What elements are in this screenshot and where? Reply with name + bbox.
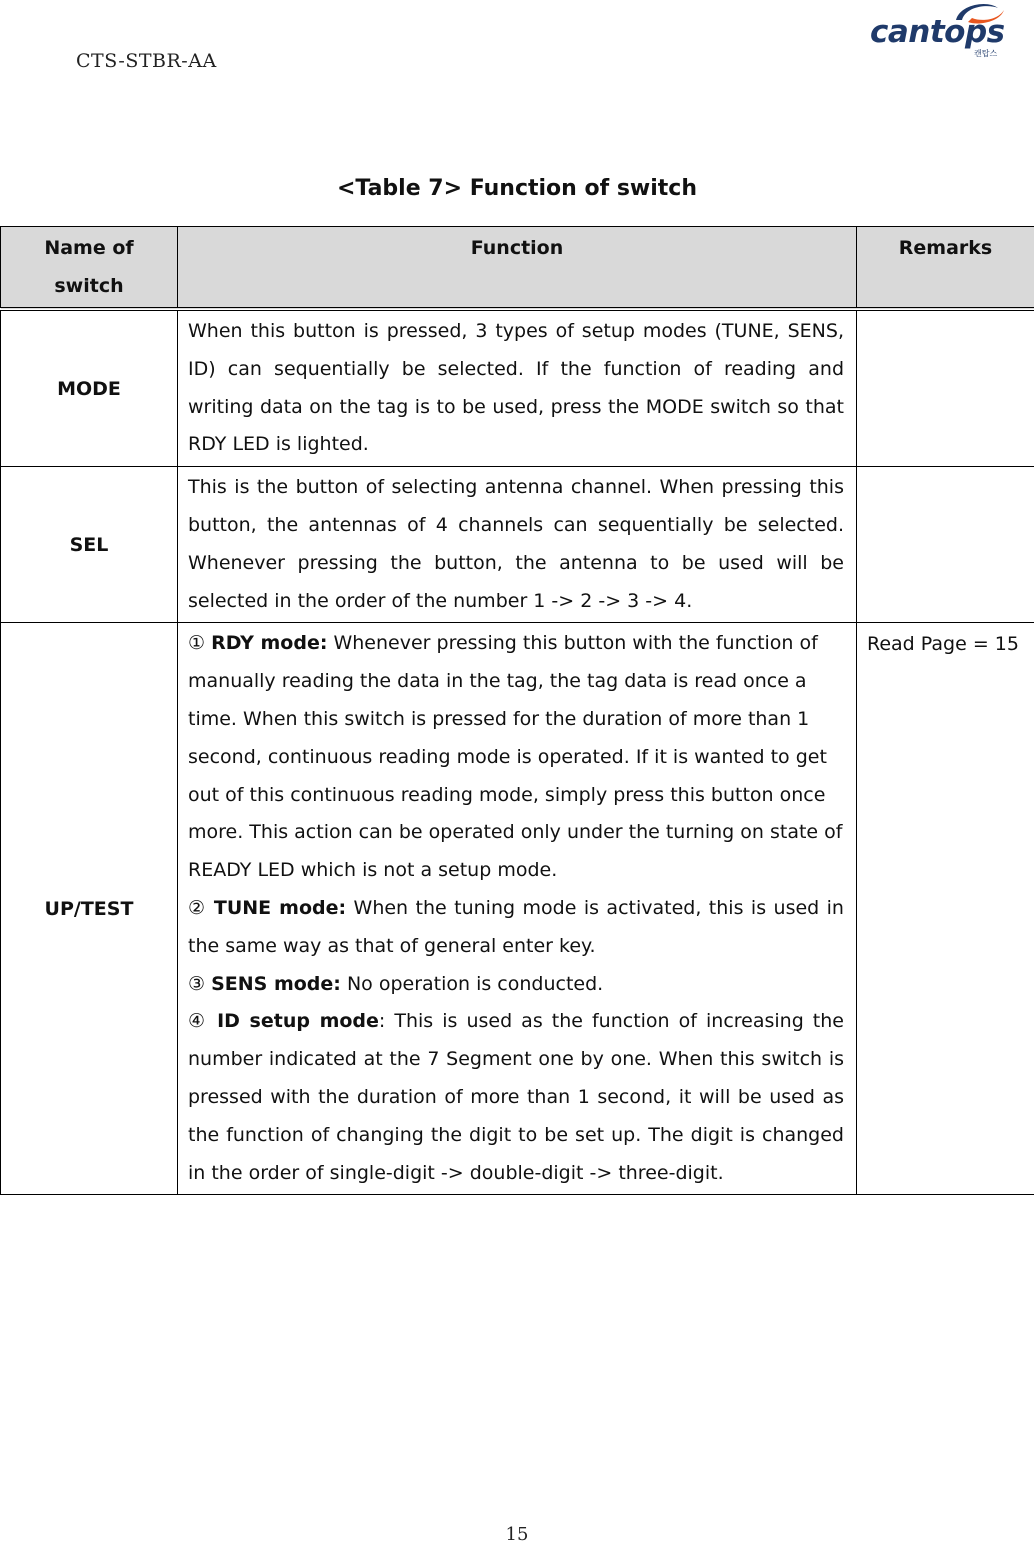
switch-name: MODE xyxy=(1,309,178,467)
cantops-logo xyxy=(870,0,1010,64)
item-number: ③ xyxy=(188,973,205,995)
header-remarks: Remarks xyxy=(857,227,1034,310)
item-number: ② xyxy=(188,897,206,919)
item-label: SENS mode: xyxy=(211,973,341,995)
table-row-sel xyxy=(1,467,1034,623)
table-row-up-test xyxy=(1,623,1034,1195)
table-header-row xyxy=(1,227,1034,310)
item-label: TUNE mode: xyxy=(214,897,346,919)
switch-function: When this button is pressed, 3 types of setup modes (TUNE, SENS, ID) can sequentially be selected. If the function of reading and writing data on the tag is to be used, press the MODE switch so that RDY LED is lighted. xyxy=(178,309,857,467)
switch-function: This is the button of selecting antenna channel. When pressing this button, the antennas of 4 channels can sequentially be selected. Whenever pressing the button, the antenna to be used will be selected in the order of the number 1 -> 2 -> 3 -> 4. xyxy=(178,467,857,623)
function-item-tune-mode xyxy=(188,890,844,966)
function-item-id-setup-mode xyxy=(188,1003,844,1192)
document-code: CTS-STBR-AA xyxy=(76,50,217,72)
item-text: : This is used as the function of increasing the number indicated at the 7 Segment one by one. When this switch is pressed with the duration of more than 1 second, it will be used as the function of changing the digit to be set up. The digit is changed in the order of single-digit -> double-digit -> three-digit. xyxy=(188,1010,844,1183)
switch-remarks xyxy=(857,467,1034,623)
switch-name: SEL xyxy=(1,467,178,623)
item-label: ID setup mode xyxy=(217,1010,379,1032)
switch-name: UP/TEST xyxy=(1,623,178,1195)
item-text: Whenever pressing this button with the function of manually reading the data in the tag, the tag data is read once a time. When this switch is pressed for the duration of more than 1 second, continuous reading mode is operated. If it is wanted to get out of this continuous reading mode, simply press this button once more. This action can be operated only under the turning on state of READY LED which is not a setup mode. xyxy=(188,632,842,881)
table-row-mode xyxy=(1,309,1034,467)
function-item-sens-mode xyxy=(188,966,844,1004)
item-text: No operation is conducted. xyxy=(341,973,603,995)
header-name-of-switch: Name of switch xyxy=(1,227,178,310)
table-title: <Table 7> Function of switch xyxy=(0,176,1034,201)
switch-remarks: Read Page = 15 xyxy=(857,623,1034,1195)
logo-wordmark: cantops xyxy=(870,14,1005,50)
item-text: When the tuning mode is activated, this is used in the same way as that of general enter key. xyxy=(188,897,844,957)
item-number: ① xyxy=(188,632,205,654)
switch-function xyxy=(178,623,857,1195)
switch-remarks xyxy=(857,309,1034,467)
item-label: RDY mode: xyxy=(211,632,327,654)
function-item-rdy-mode xyxy=(188,625,844,890)
page-number: 15 xyxy=(0,1524,1034,1545)
logo-korean-text: 캔탑스 xyxy=(974,48,997,59)
header-function: Function xyxy=(178,227,857,310)
item-number: ④ xyxy=(188,1010,208,1032)
switch-function-table xyxy=(0,226,1034,1195)
